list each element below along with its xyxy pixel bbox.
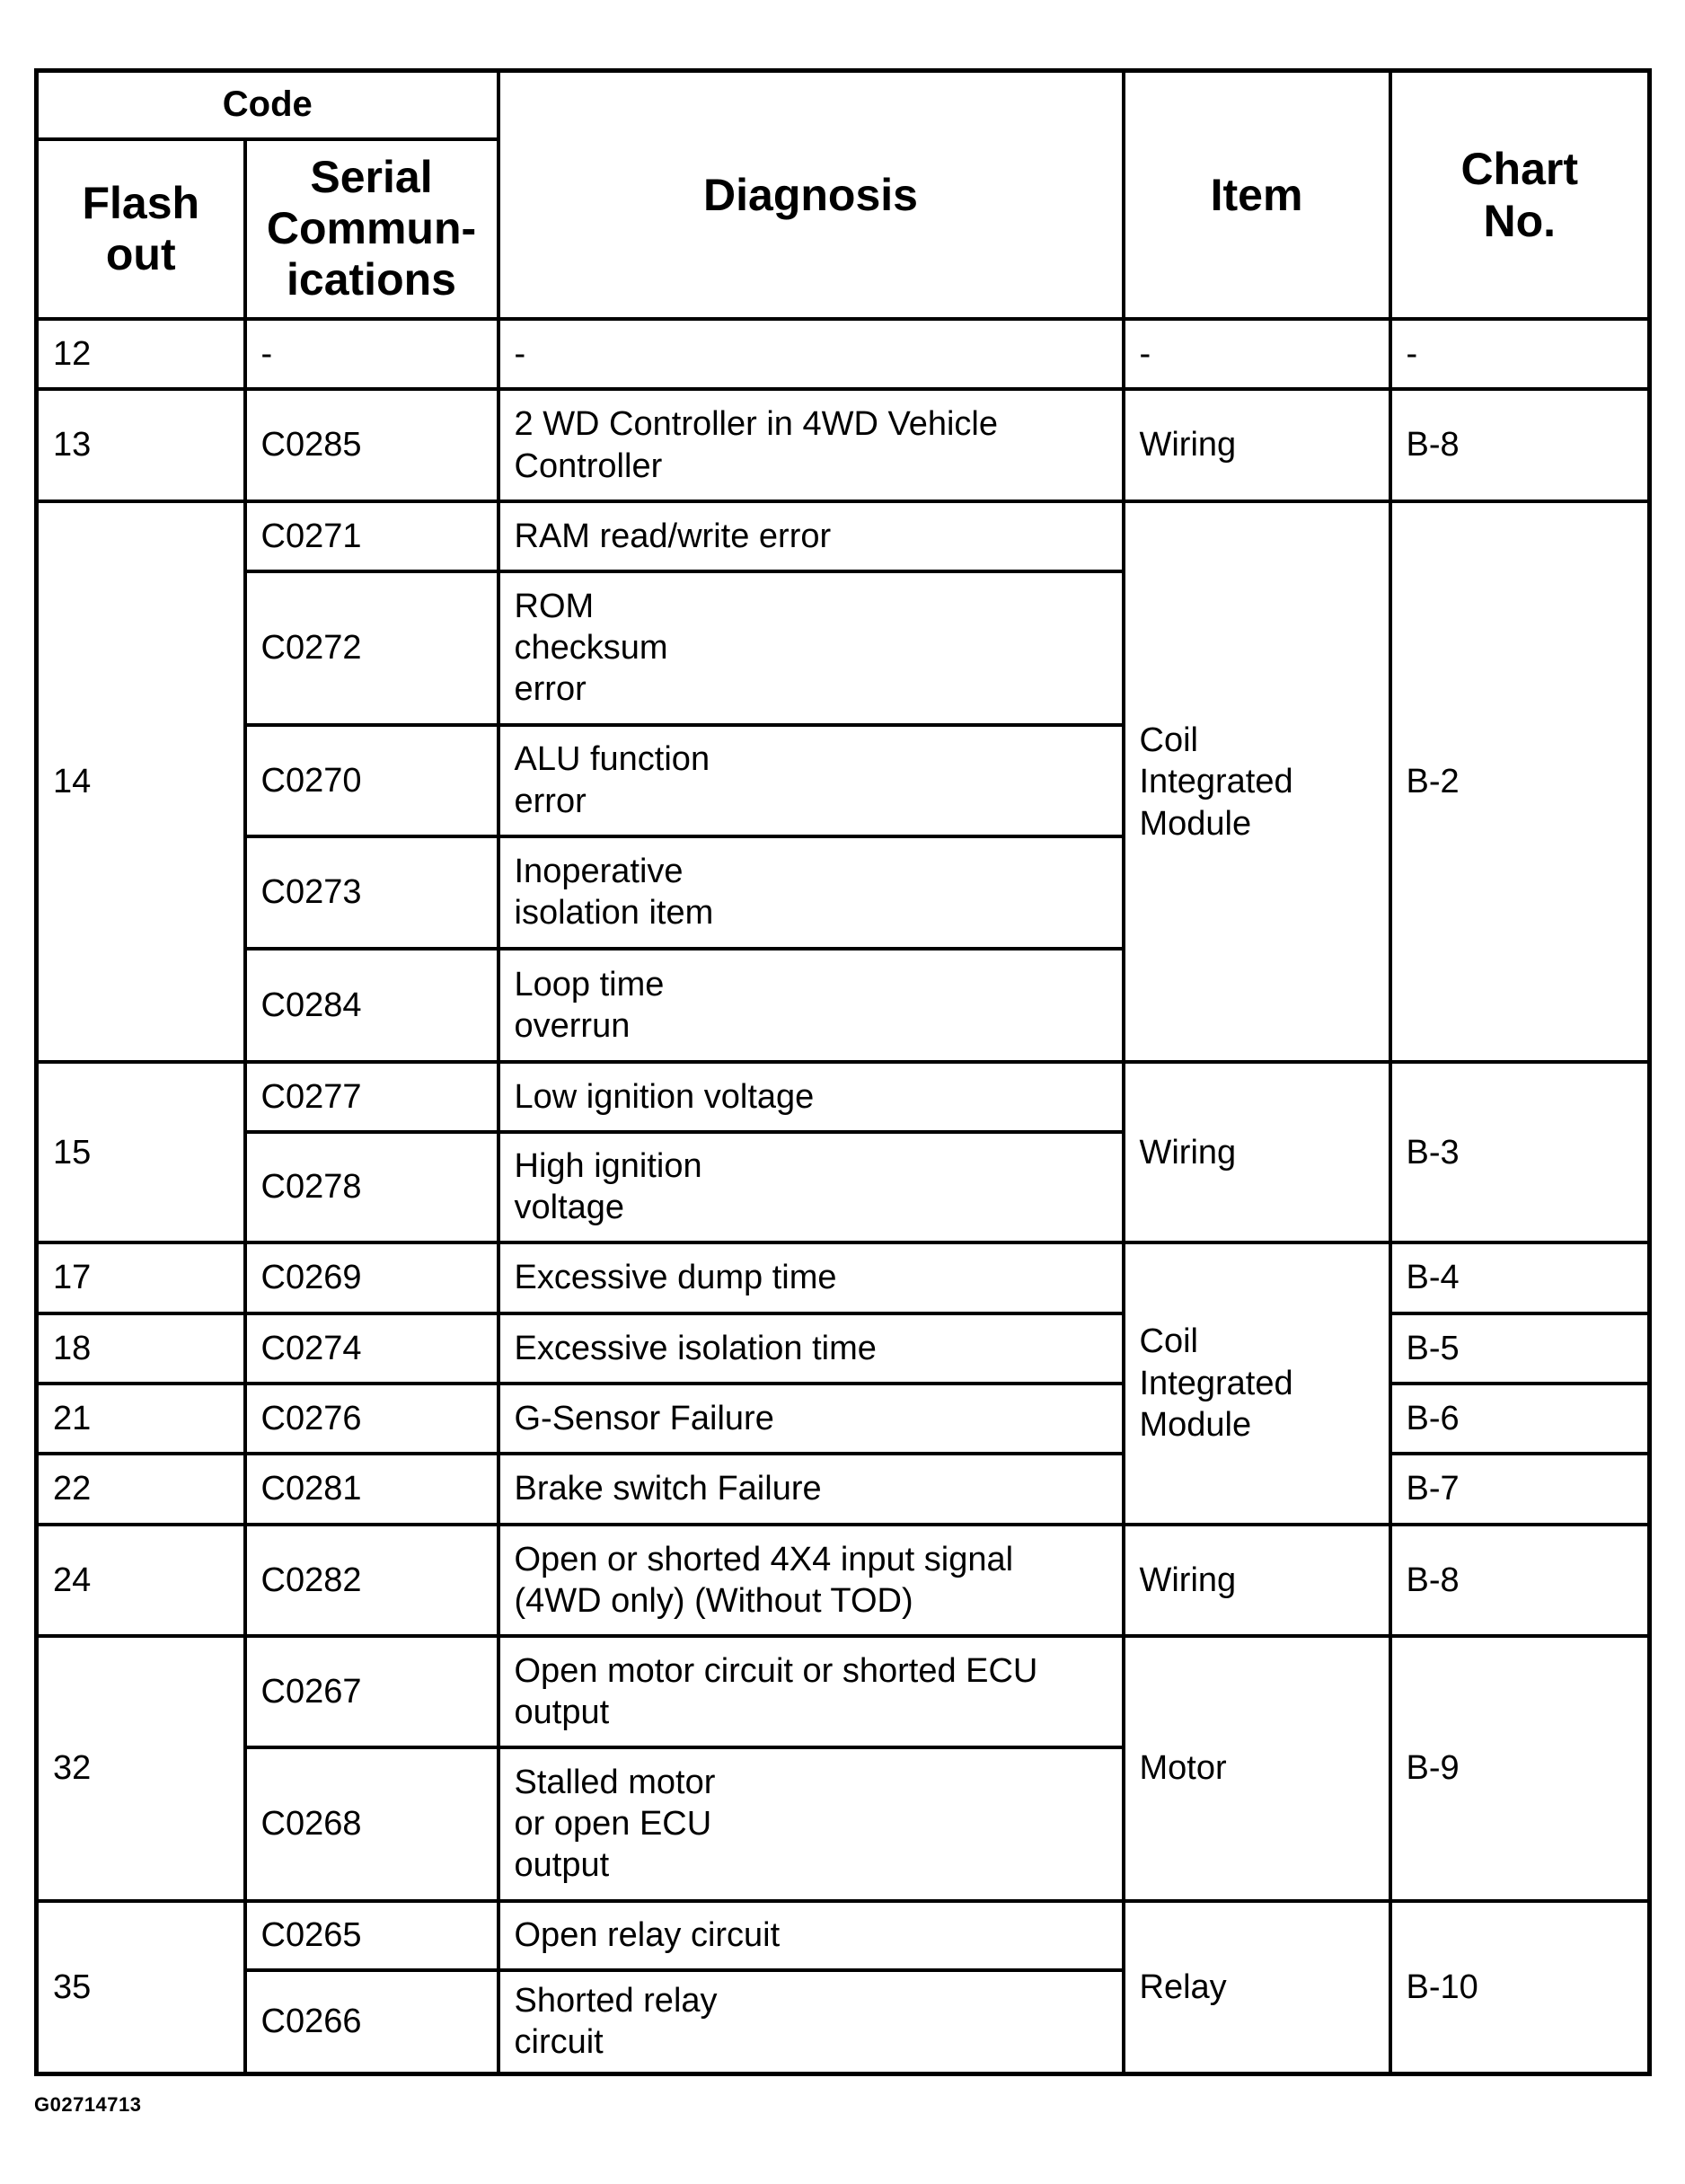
- diagnosis-cell: Loop time overrun: [498, 949, 1124, 1063]
- item-cell: Wiring: [1124, 1525, 1390, 1637]
- flash-code-cell: 17: [37, 1242, 245, 1313]
- chart-no-cell: B-5: [1390, 1313, 1650, 1384]
- serial-code-cell: C0265: [245, 1901, 498, 1970]
- flash-code-cell: 12: [37, 319, 245, 389]
- serial-code-cell: C0284: [245, 949, 498, 1063]
- diagnosis-cell: High ignition voltage: [498, 1132, 1124, 1243]
- serial-code-cell: C0266: [245, 1970, 498, 2074]
- serial-code-cell: C0276: [245, 1384, 498, 1454]
- item-cell: -: [1124, 319, 1390, 389]
- header-code: Code: [37, 71, 498, 139]
- diagnosis-cell: Stalled motor or open ECU output: [498, 1747, 1124, 1901]
- chart-no-cell: B-8: [1390, 1525, 1650, 1637]
- serial-code-cell: C0273: [245, 836, 498, 949]
- flash-code-cell: 35: [37, 1901, 245, 2074]
- diagnosis-cell: Open relay circuit: [498, 1901, 1124, 1970]
- serial-code-cell: C0281: [245, 1454, 498, 1524]
- serial-code-cell: C0271: [245, 501, 498, 570]
- table-row: [37, 1525, 1650, 1637]
- serial-code-cell: -: [245, 319, 498, 389]
- table-row: [37, 1454, 1650, 1524]
- chart-no-cell: B-7: [1390, 1454, 1650, 1524]
- serial-code-cell: C0270: [245, 725, 498, 837]
- item-cell: Wiring: [1124, 1062, 1390, 1242]
- chart-no-cell: B-8: [1390, 389, 1650, 502]
- header-item: Item: [1124, 71, 1390, 319]
- diagnosis-cell: G-Sensor Failure: [498, 1384, 1124, 1454]
- serial-code-cell: C0269: [245, 1242, 498, 1313]
- chart-no-cell: -: [1390, 319, 1650, 389]
- item-cell: Wiring: [1124, 389, 1390, 502]
- diagnosis-cell: Shorted relay circuit: [498, 1970, 1124, 2074]
- serial-code-cell: C0277: [245, 1062, 498, 1131]
- header-diagnosis: Diagnosis: [498, 71, 1124, 319]
- diagnosis-cell: Excessive dump time: [498, 1242, 1124, 1313]
- item-cell: Coil Integrated Module: [1124, 501, 1390, 1062]
- item-cell: Relay: [1124, 1901, 1390, 2074]
- flash-code-cell: 32: [37, 1636, 245, 1900]
- chart-no-cell: B-2: [1390, 501, 1650, 1062]
- diagnosis-cell: Low ignition voltage: [498, 1062, 1124, 1131]
- serial-code-cell: C0267: [245, 1636, 498, 1747]
- item-cell: Coil Integrated Module: [1124, 1242, 1390, 1524]
- table-row: [37, 1636, 1650, 1747]
- header-chart-no: Chart No.: [1390, 71, 1650, 319]
- flash-code-cell: 13: [37, 389, 245, 502]
- diagnosis-cell: Inoperative isolation item: [498, 836, 1124, 949]
- diagnosis-cell: ALU function error: [498, 725, 1124, 837]
- chart-no-cell: B-9: [1390, 1636, 1650, 1900]
- diagnosis-cell: RAM read/write error: [498, 501, 1124, 570]
- diagnostic-code-table: [34, 68, 1652, 2076]
- serial-code-cell: C0278: [245, 1132, 498, 1243]
- flash-code-cell: 15: [37, 1062, 245, 1242]
- table-row: [37, 1901, 1650, 1970]
- flash-code-cell: 21: [37, 1384, 245, 1454]
- header-flash-out: Flash out: [37, 139, 245, 319]
- diagnosis-cell: Open motor circuit or shorted ECU output: [498, 1636, 1124, 1747]
- serial-code-cell: C0282: [245, 1525, 498, 1637]
- table-row: [37, 1242, 1650, 1313]
- serial-code-cell: C0285: [245, 389, 498, 502]
- table-row: [37, 1313, 1650, 1384]
- diagnosis-cell: -: [498, 319, 1124, 389]
- table-row: [37, 501, 1650, 570]
- chart-no-cell: B-3: [1390, 1062, 1650, 1242]
- flash-code-cell: 18: [37, 1313, 245, 1384]
- table-row: [37, 389, 1650, 502]
- flash-code-cell: 22: [37, 1454, 245, 1524]
- chart-no-cell: B-6: [1390, 1384, 1650, 1454]
- item-cell: Motor: [1124, 1636, 1390, 1900]
- chart-no-cell: B-10: [1390, 1901, 1650, 2074]
- serial-code-cell: C0272: [245, 571, 498, 725]
- diagnosis-cell: Brake switch Failure: [498, 1454, 1124, 1524]
- table-row: [37, 319, 1650, 389]
- flash-code-cell: 24: [37, 1525, 245, 1637]
- header-serial-communications: Serial Commun- ications: [245, 139, 498, 319]
- table-row: [37, 1062, 1650, 1131]
- serial-code-cell: C0274: [245, 1313, 498, 1384]
- diagnosis-cell: Open or shorted 4X4 input signal (4WD only) (Without TOD): [498, 1525, 1124, 1637]
- diagnosis-cell: ROM checksum error: [498, 571, 1124, 725]
- diagnosis-cell: 2 WD Controller in 4WD Vehicle Controller: [498, 389, 1124, 502]
- table-row: [37, 1384, 1650, 1454]
- diagnosis-cell: Excessive isolation time: [498, 1313, 1124, 1384]
- flash-code-cell: 14: [37, 501, 245, 1062]
- figure-id-label: G02714713: [34, 2093, 142, 2116]
- chart-no-cell: B-4: [1390, 1242, 1650, 1313]
- serial-code-cell: C0268: [245, 1747, 498, 1901]
